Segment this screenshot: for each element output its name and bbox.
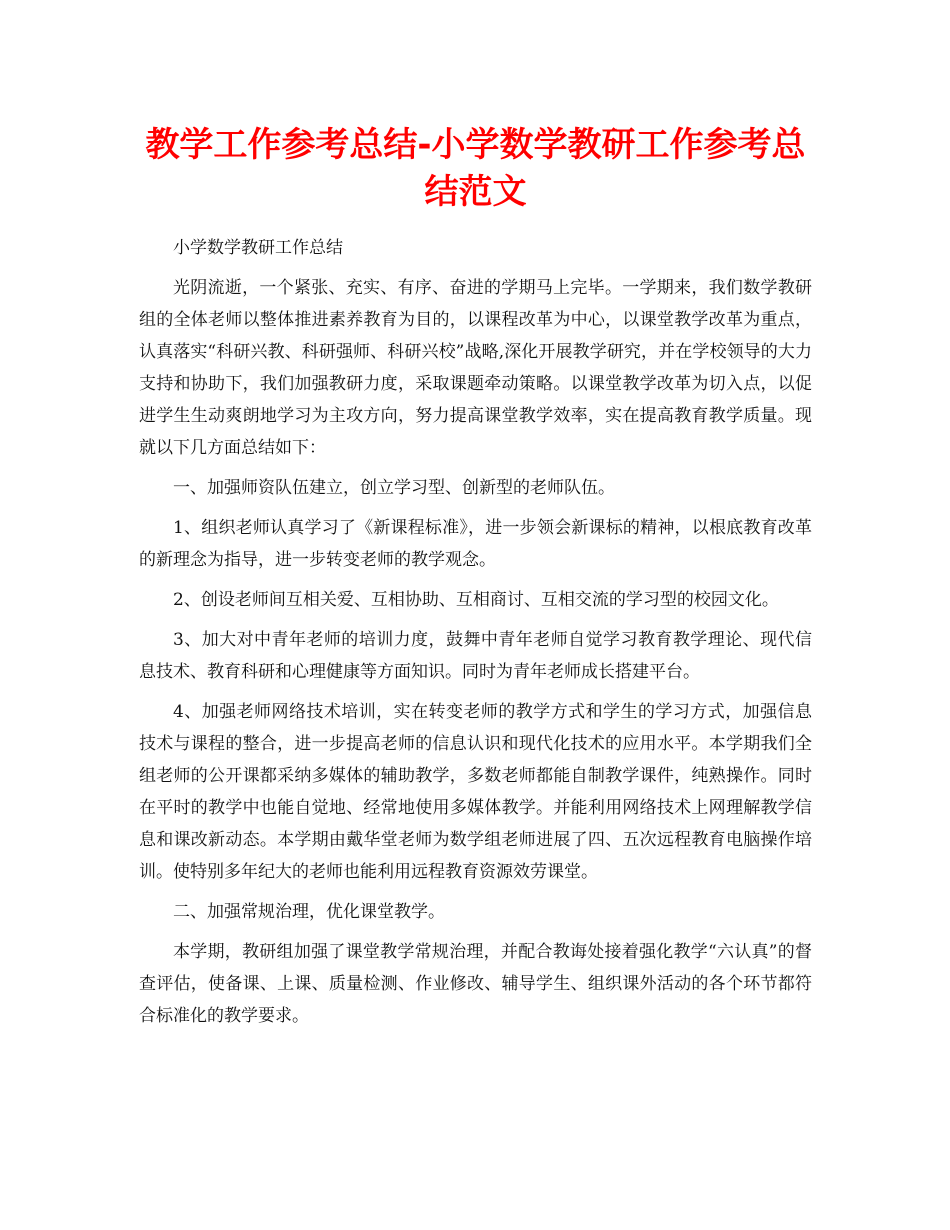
paragraph-section-1-heading: 一、加强师资队伍建立，创立学习型、创新型的老师队伍。 <box>173 478 615 498</box>
paragraph-item-3: 3、加大对中青年老师的培训力度，鼓舞中青年老师自觉学习教育教学理论、现代信息技术、教育科研和心理健康等方面知识。同时为青年老师成长搭建平台。 <box>139 630 812 682</box>
document-body <box>139 232 812 1032</box>
paragraph-section-2-body: 本学期，教研组加强了课堂教学常规治理，并配合教诲处接着强化教学“六认真”的督查评估，使备课、上课、质量检测、作业修改、辅导学生、组织课外活动的各个环节都符合标准化的教学要求。 <box>139 942 812 1026</box>
paragraph-section-2-heading: 二、加强常规治理，优化课堂教学。 <box>173 902 445 922</box>
paragraph-item-4: 4、加强老师网络技术培训，实在转变老师的教学方式和学生的学习方式，加强信息技术与课程的整合，进一步提高老师的信息认识和现代化技术的应用水平。本学期我们全组老师的公开课都采纳多媒体的辅助教学，多数老师都能自制教学课件，纯熟操作。同时在平时的教学中也能自觉地、经常地使用多媒体教学。并能利用网络技术上网理解教学信息和课改新动态。本学期由戴华堂老师为数学组老师进展了四、五次远程教育电脑操作培训。使特别多年纪大的老师也能利用远程教育资源效劳课堂。 <box>139 702 812 882</box>
paragraph-item-2: 2、创设老师间互相关爱、互相协助、互相商讨、互相交流的学习型的校园文化。 <box>173 590 779 610</box>
document-title: 教学工作参考总结-小学数学教研工作参考总结范文 <box>145 125 806 212</box>
paragraph-intro: 光阴流逝，一个紧张、充实、有序、奋进的学期马上完毕。一学期来，我们数学教研组的全体老师以整体推进素养教育为目的，以课程改革为中心，以课堂教学改革为重点，认真落实“科研兴教、科研强师、科研兴校”战略,深化开展教学研究，并在学校领导的大力支持和协助下，我们加强教研力度，采取课题牵动策略。以课堂教学改革为切入点，以促进学生生动爽朗地学习为主攻方向，努力提高课堂教学效率，实在提高教育教学质量。现就以下几方面总结如下： <box>139 278 812 458</box>
paragraph-subtitle: 小学数学教研工作总结 <box>173 238 343 258</box>
paragraph-item-1: 1、组织老师认真学习了《新课程标准》，进一步领会新课标的精神，以根底教育改革的新理念为指导，进一步转变老师的教学观念。 <box>139 518 812 570</box>
